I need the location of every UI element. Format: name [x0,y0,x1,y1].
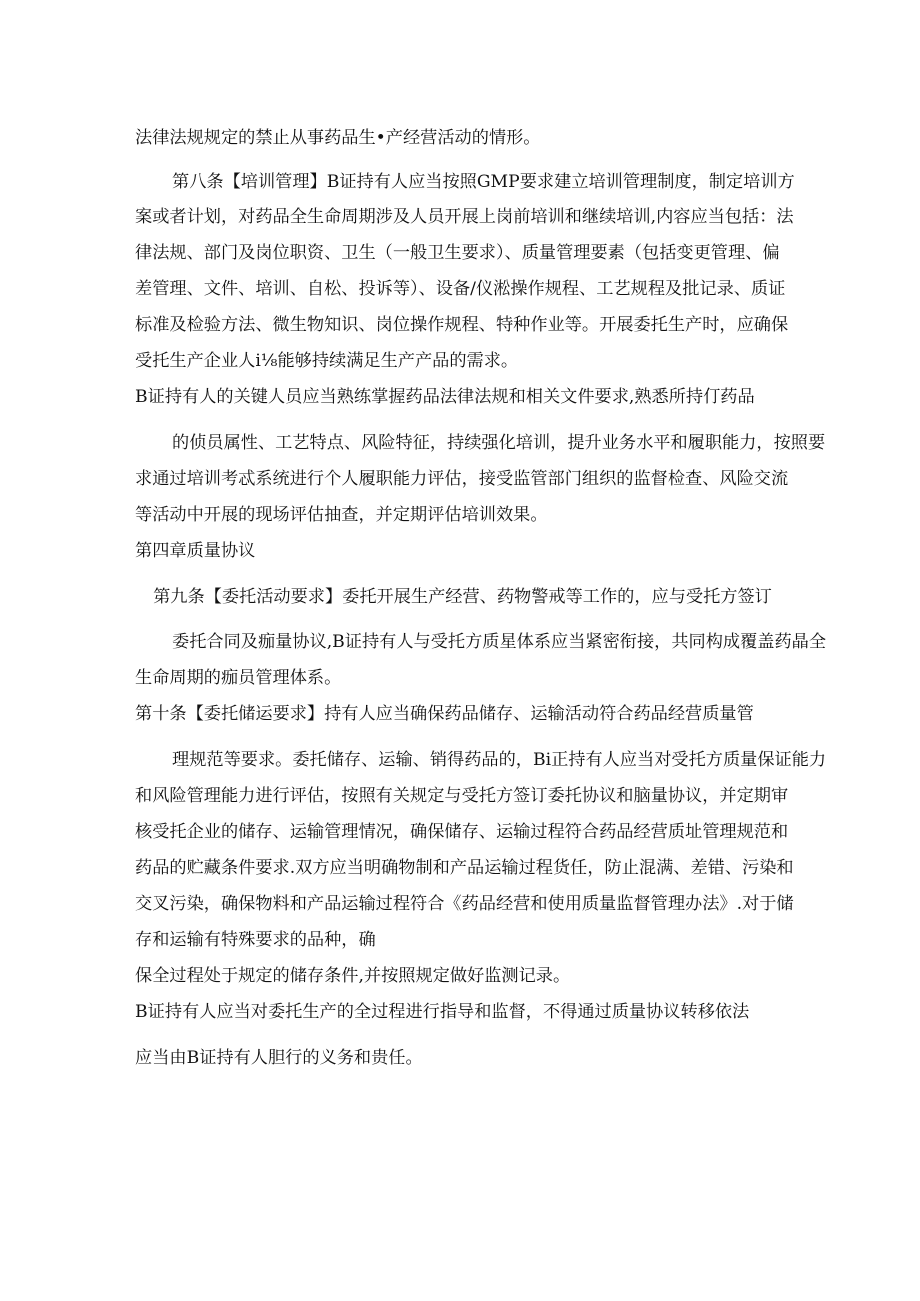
text-line: 求通过培训考忒系统进行个人履职能力评估，接受监管部门组织的监督检查、风险交流 [135,469,789,489]
text-line: 生命周期的痂员管理体系。 [135,668,342,688]
text-line: 交叉污染，确保物料和产品运输过程符合《药品经营和使用质量监督管理办法》.对于储 [135,894,794,914]
text-line: 应当由B证持有人胆行的义务和贵任。 [135,1048,423,1068]
text-line: 理规范等要求。委托储存、运输、销得药品的，Bi正持有人应当对受托方质量保证能力 [172,750,827,770]
text-line: 法律法规规定的禁止从事药品生•产经营活动的情形。 [135,128,541,148]
text-line: 和风险管理能力进行评估，按照有关规定与受托方签订委托协议和脑量协议，并定期审 [135,786,789,806]
text-line: 律法规、部门及岗位职资、卫生（一般卫生要求）、质量管理要素（包括变更管理、偏 [135,243,780,263]
text-line: 差管理、文件、培训、自松、投诉等）、设备/仪淞操作规程、工艺规程及批记录、质证 [135,279,786,299]
text-line: 第八条【培训管理】B证持有人应当按照GMP要求建立培训管理制度，制定培训方 [172,172,795,192]
text-line: 等活动中开展的现场评估抽查，并定期评估培训效果。 [135,505,548,525]
text-line: 保全过程处于规定的储存条件,并按照规定做好监测记录。 [135,966,571,986]
text-line: 第十条【委托储运要求】持有人应当确保药品储存、运输活动符合药品经营质量管 [135,704,754,724]
text-line: 药品的贮藏条件要求.双方应当明确物制和产品运输过程货任，防止混满、差错、污染和 [135,858,794,878]
text-line: 的侦员属性、工艺特点、风险特征，持续强化培训，提升业务水平和履职能力，按照要 [172,433,826,453]
text-line: 标准及检验方法、微生物知识、岗位操作规程、特种作业等。开展委托生产时，应确保 [135,315,789,335]
text-line: B证持有人应当对委托生产的全过程进行指导和监督，不得通过质量协议转移依法 [135,1002,750,1022]
text-line: 受托生产企业人i⅛能够持续满足生产产品的需求。 [135,351,519,371]
text-line: 案或者计划，对药品全生命周期涉及人员开展上岗前培训和继续培训,内容应当包括：法 [135,207,794,227]
text-line: B证持有人的关键人员应当熟练掌握药品法律法规和相关文件要求,熟悉所持仃药品 [135,387,755,407]
text-line: 存和运输有特殊要求的品种，确 [135,930,376,950]
text-line: 第四章质量协议 [135,541,256,561]
text-line: 委托合同及痂量协议,B证持有人与受托方质星体系应当紧密衔接，共同构成覆盖药晶全 [172,632,827,652]
chapter-heading: 第九条【委托活动要求】委托开展生产经营、药物警戒等工作的，应与受托方签订 [153,587,772,607]
text-line: 核受托企业的储存、运输管理情况，确保储存、运输过程符合药品经营质址管理规范和 [135,822,789,842]
